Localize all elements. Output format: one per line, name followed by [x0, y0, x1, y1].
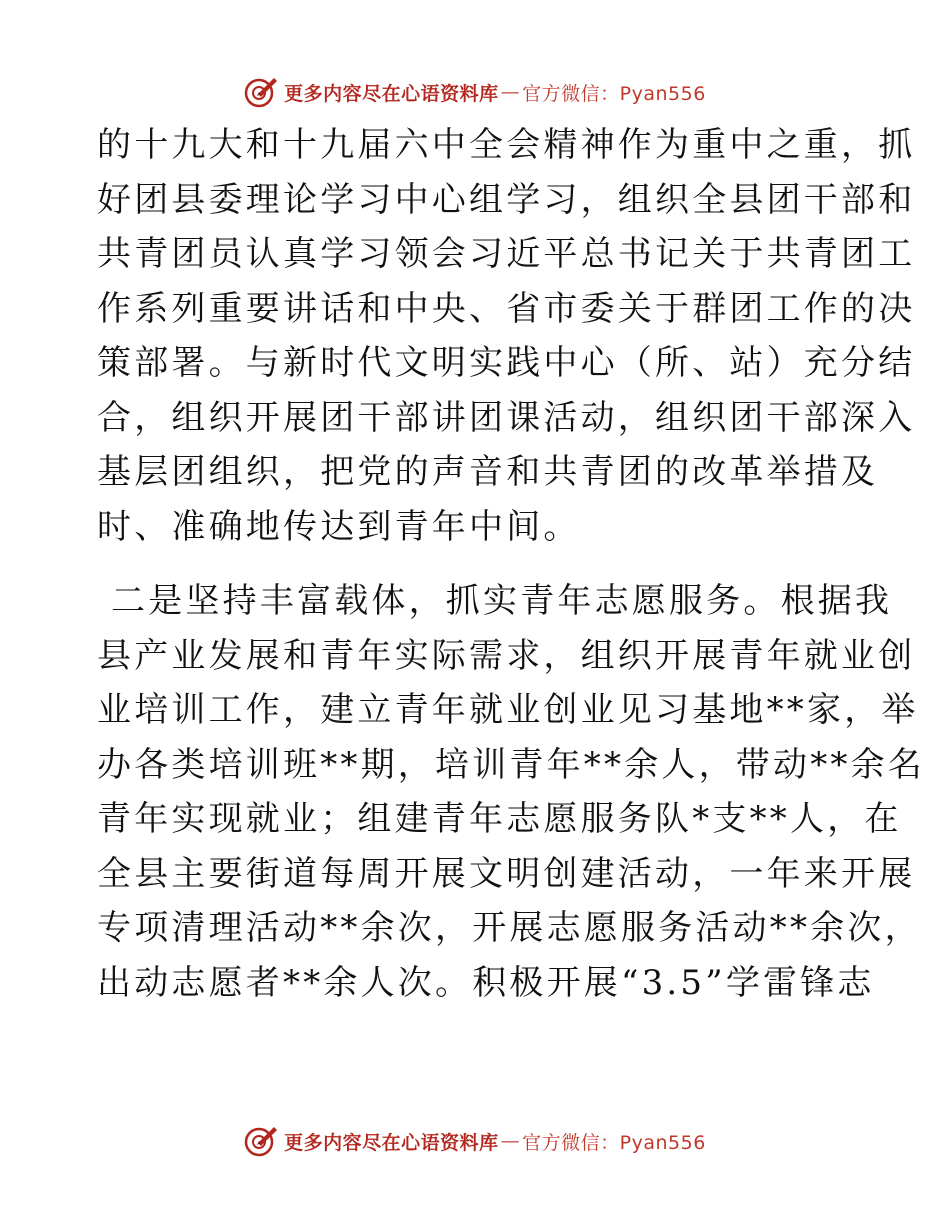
text-line: 好团县委理论学习中心组学习，组织全县团干部和 — [97, 179, 916, 220]
paragraph-gap — [97, 554, 857, 574]
text-line: 基层团组织，把党的声音和共青团的改革举措及 — [97, 452, 879, 492]
paragraph-2 — [97, 574, 925, 1010]
logo-icon — [244, 1124, 278, 1158]
text-line: 策部署。与新时代文明实践中心（所、站）充分结 — [97, 343, 916, 383]
watermark-title: 更多内容尽在心语资料库 — [284, 82, 499, 105]
text-line: 的十九大和十九届六中全会精神作为重中之重，抓 — [97, 125, 916, 165]
watermark-title: 更多内容尽在心语资料库 — [284, 1131, 499, 1154]
text-line: 全县主要街道每周开展文明创建活动，一年来开展 — [97, 853, 916, 894]
text-line: 作系列重要讲话和中央、省市委关于群团工作的决 — [97, 288, 916, 329]
text-line: 县产业发展和青年实际需求，组织开展青年就业创 — [97, 635, 916, 676]
text-line: 出动志愿者**余人次。积极开展“3.5”学雷锋志 — [97, 962, 875, 1003]
text-line: 共青团员认真学习领会习近平总书记关于共青团工 — [97, 234, 916, 274]
watermark-contact: 官方微信：Pyan556 — [522, 82, 706, 105]
watermark-contact: 官方微信：Pyan556 — [522, 1131, 706, 1154]
text-line: 合，组织开展团干部讲团课活动，组织团干部深入 — [97, 397, 916, 438]
document-body — [97, 118, 925, 1010]
paragraph-1 — [97, 118, 916, 554]
text-line: 时、准确地传达到青年中间。 — [97, 506, 581, 547]
header-watermark — [0, 72, 950, 112]
text-line: 办各类培训班**期，培训青年**余人，带动**余名 — [97, 744, 925, 785]
watermark-separator: — — [500, 1130, 521, 1152]
footer-watermark — [0, 1121, 950, 1161]
logo-icon — [244, 75, 278, 109]
watermark-separator: — — [500, 81, 521, 103]
text-line: 青年实现就业；组建青年志愿服务队*支**人，在 — [97, 799, 902, 839]
text-line: 业培训工作，建立青年就业创业见习基地**家，举 — [97, 690, 919, 730]
text-line: 二是坚持丰富载体，抓实青年志愿服务。根据我 — [97, 581, 893, 621]
text-line: 专项清理活动**余次，开展志愿服务活动**余次， — [97, 908, 922, 948]
